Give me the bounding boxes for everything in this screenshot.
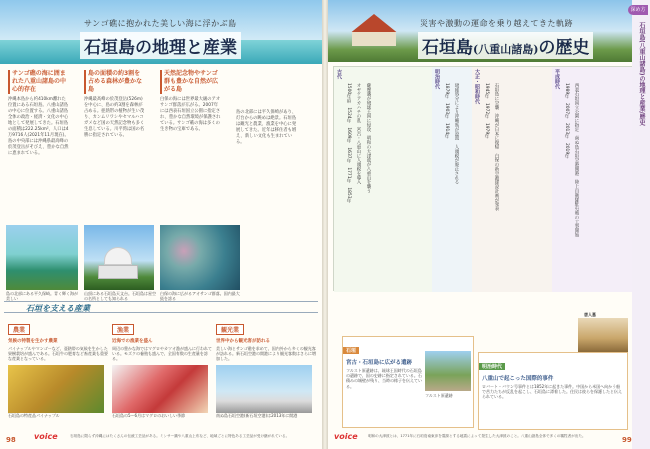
era-label: 平成時代 (554, 69, 560, 89)
era-events: 琉球処分により沖縄県が設置 人頭税が廃止される (454, 83, 459, 185)
voice-logo: voice (34, 432, 58, 441)
column-body: 島の北部には平久保崎があり、灯台からの眺めは絶景。石垣島は観光と農業、漁業を中心に発展してきた。近年は移住者も増え、新しい文化も生まれている。 (236, 110, 297, 145)
side-tag: 深め方 (628, 5, 648, 15)
voice-logo: voice (334, 432, 358, 441)
photo-caption: 山頂にある石垣島天文台。石垣島は星空の名所としても知られる (84, 291, 156, 301)
observatory-photo (84, 225, 154, 290)
era-label: 明治時代 (434, 69, 440, 89)
industry-body: 美しい海とサンゴ礁を求めて、国内外から多くの観光客が訪れる。新石垣空港の開港により観光客数はさらに増加した。 (216, 346, 316, 362)
column-body: 沖縄最高峰の於茂登岳(526m)を中心に、島の約3割を森林が占める。亜熱帯の植物が生い茂り、カンムリワシやセマルハコガメなど国の天然記念物も多く生息している。川平湾は国の名勝に指定されている。 (84, 97, 145, 138)
era-dates: 1879年 1903年 1914年 (444, 83, 449, 139)
side-index-tab (632, 0, 650, 449)
photo-caption: 南ぬ島石垣空港(新石垣空港)は2013年に開港 (216, 412, 298, 418)
card-title: 宮古・石垣島に広がる遺跡 (346, 360, 413, 366)
card-tag: 石垣 (343, 347, 359, 354)
era-taisho-showa (472, 67, 552, 292)
coast-photo (6, 225, 78, 290)
left-page (0, 0, 322, 449)
photo-caption: 島の北部にある平久保崎。青く輝く海が美しい (6, 291, 78, 301)
industry-section-title: 石垣を支える産業 (26, 303, 90, 313)
tomb-photo (578, 318, 628, 352)
card-title: 八重山で起こった国際的事件 (482, 376, 554, 382)
building-shape (98, 265, 138, 279)
industry-body: パイナップルやマンゴーなど、亜熱帯の気候を生かした果樹栽培が盛んである。石垣牛の肥育など畜産業も重要な産業となっている。 (8, 346, 108, 362)
industry-tag: 漁業 (112, 324, 134, 335)
industry-subtitle: 世界中から観光客が訪れる (216, 339, 270, 344)
left-title: 石垣島の地理と産業 (80, 32, 241, 59)
airport-photo (216, 365, 312, 413)
era-dates: 1989年 2007年 2013年 2019年 (564, 83, 569, 159)
industry-section-band (4, 301, 318, 313)
history-timeline (333, 66, 633, 291)
article-column-4 (236, 110, 297, 220)
industry-fishery (112, 317, 212, 418)
sashimi-photo (112, 365, 208, 413)
ruins-photo (425, 351, 471, 391)
era-label: 大正・昭和時代 (474, 69, 480, 104)
footer-note: 明和の大津波とは、1771年に石垣島南東沖を震源とする地震によって発生した大津波のこと。八重山諸島全体で多くの犠牲者が出た。 (368, 434, 586, 438)
page-number: 99 (622, 436, 632, 444)
card-body: フルスト原遺跡は、琉球王国時代の石垣島の遺跡で、国の史跡に指定されている。石積みの城壁が残り、当時の様子を伝えている。 (346, 368, 422, 389)
building-wall (352, 32, 396, 46)
column-body: 沖縄本島から約410km離れた位置にある石垣島。八重山諸島の中心に位置する。八重山諸島全体の政治・経済・文化の中心地として発展してきた。石垣島の面積は222.25km²、人口は4万9716人(2021年11月現在)。島の中央部には沖縄県最高峰の於茂登岳がそびえ、豊かな自然に恵まれている。 (8, 97, 69, 156)
era-label: 古代 (336, 69, 342, 79)
era-events: 石垣島に空襲 沖縄が日本に復帰 白保の新空港建設計画が発表 (494, 83, 499, 211)
era-dates: 1500年頃 1524年 1609年 1637年 1771年 1853年 (346, 83, 351, 203)
ruins-card (342, 336, 474, 428)
left-subtitle: サンゴ礁に抱かれた美しい海に浮かぶ島 (84, 19, 237, 28)
era-dates: 1945年 1972年 1979年 (484, 83, 489, 139)
industry-subtitle: 気候の特製を生かす農業 (8, 339, 58, 344)
industry-tag: 観光業 (216, 324, 244, 335)
photo-caption: 白保の海に広がるアオサンゴ群落。国内最大級を誇る (160, 291, 240, 301)
coral-photo (160, 225, 240, 290)
dome-shape (104, 247, 132, 265)
footer-note: 石垣島に限らず沖縄にはたくさんの伝統工芸品がある。ミンサー織や八重山上布など、地域ごとに特色ある工芸品が受け継がれている。 (70, 434, 290, 438)
column-body: 白保の海には世界最大級のアオサンゴ群落が広がる。2007年には西表石垣国立公園に指定され、豊かな自然環境が保護されている。サンゴ礁の海は多くの生き物の宝庫である。 (160, 97, 221, 132)
industry-tourism (216, 317, 316, 418)
photo-caption: フルスト原遺跡 (425, 393, 453, 398)
incident-card (478, 352, 628, 430)
title-main: 石垣島 (422, 38, 473, 58)
era-ancient (334, 67, 432, 292)
right-page (328, 0, 650, 449)
industry-body: 周辺の豊かな海ではマグロやカツオ漁が盛んに行われている。モズクの養殖も盛んで、全国有数の生産量を誇る。 (112, 346, 212, 362)
column-heading: 天然記念物やサンゴ群も豊かな自然が広がる島 (160, 70, 221, 94)
title-suffix: の歴史 (538, 38, 590, 58)
era-events: 西表石垣国立公園に指定 南ぬ島石垣空港開港 陸上自衛隊駐屯地の工事開始 (574, 83, 579, 238)
era-meiji (432, 67, 472, 292)
photo-caption: 唐人墓 (584, 312, 596, 317)
photo-caption: 石垣島の特産品パイナップル (8, 412, 60, 418)
column-heading: 島の面積の約3割を占める森林が豊かな島 (84, 70, 145, 94)
title-paren: (八重山諸島) (473, 43, 539, 56)
card-tag: 明治時代 (479, 363, 505, 370)
era-heisei (552, 67, 634, 292)
card-body: ロバート・バウン号事件とは1852年に起きた事件。中国から米国へ向かう船で苦力たちが反乱を起こし、石垣島に漂着した。住民は彼らを保護したと伝えられている。 (482, 384, 622, 400)
side-title: 石垣島(八重山諸島)の地理と産業/歴史 (638, 22, 645, 126)
page-number: 98 (6, 436, 16, 444)
era-events: オヤケアカハチの乱 宮古・八重山に人頭税を導入 (356, 83, 361, 185)
era-events: 薩摩藩が琉球王国に侵攻 明和の大津波が八重山を襲う (366, 83, 371, 194)
column-heading: サンゴ礁の海に囲まれた八重山諸島の中心的存在 (8, 70, 69, 94)
industry-agriculture (8, 317, 108, 418)
pineapple-photo (8, 365, 104, 413)
right-title (418, 32, 593, 59)
building-roof (346, 14, 402, 32)
photo-caption: 石垣島の5〜6月はマグロのおいしい季節 (112, 412, 186, 418)
industry-subtitle: 近海での漁業を盛ん (112, 339, 153, 344)
industry-tag: 農業 (8, 324, 30, 335)
right-subtitle: 災害や激動の運命を乗り越えてきた軌跡 (420, 19, 573, 28)
